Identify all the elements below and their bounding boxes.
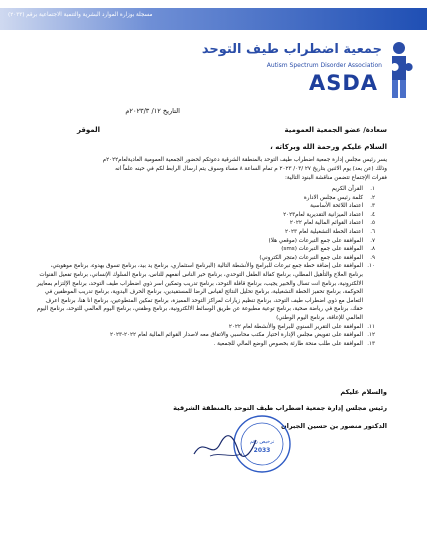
honorific: الموقر — [76, 126, 100, 134]
agenda-item — [35, 185, 375, 194]
association-logo — [201, 36, 422, 114]
agenda-list — [35, 185, 375, 348]
addressee: سعادة/ عضو الجمعية العمومية — [284, 126, 387, 134]
stamp-label: ترخيص رقم — [249, 439, 275, 445]
agenda-text: الموافقة على جمع التبرعات (متجر الكتروني) — [259, 254, 363, 261]
intro-line: وذلك (عن بعد) يوم الاثنين بتاريخ ٢٧ /٠٣/ ٢٠٢٣ م تمام الساعة ٨ مساء وسوف يتم ارسال الرابط لكم في حينه علماً انه — [115, 166, 387, 173]
agenda-item — [35, 331, 375, 340]
agenda-item — [35, 254, 375, 263]
intro-line: فقرات الإجتماع تتضمن مناقشة البنود التالية: — [284, 175, 387, 182]
agenda-item — [35, 323, 375, 332]
logo-name-english: Autism Spectrum Disorder Association — [266, 62, 382, 69]
agenda-text: كلمة رئيس مجلس الادارة — [303, 194, 363, 201]
header-ribbon — [0, 8, 427, 30]
intro-paragraph — [37, 156, 387, 184]
agenda-text: القرآن الكريم — [331, 186, 363, 192]
logo-acronym: ASDA — [308, 71, 378, 95]
agenda-number: ١٣. — [367, 340, 375, 347]
letter-date: التاريخ ١٢/ ٢٠٢٣/٣م — [125, 107, 180, 115]
agenda-number: ٣. — [370, 203, 375, 210]
agenda-number: ١٠. — [367, 263, 375, 270]
agenda-text: الموافقة على جمع التبرعات (sms) — [281, 246, 363, 253]
agenda-number: ٢. — [370, 194, 375, 201]
greeting: السلام عليكم ورحمة الله وبركاته ، — [270, 143, 387, 151]
agenda-text: الموافقة على جمع التبرعات (موقعي هلا) — [268, 237, 363, 244]
puzzle-figure-icon — [382, 40, 416, 100]
agenda-text: الموافقة على تفويض مجلس الإدارة اختيار مكتب محاسبي والاتفاق معه لاصدار القوائم المالية لعام ٢٠٢٢-٢٠٢٣ — [109, 332, 363, 339]
agenda-number: ١٢. — [367, 332, 375, 339]
agenda-item — [35, 228, 375, 237]
agenda-item — [35, 219, 375, 228]
stamp-number: 2033 — [253, 447, 271, 454]
agenda-number: ٤. — [370, 211, 375, 218]
agenda-item — [35, 340, 375, 349]
agenda-item — [35, 237, 375, 246]
agenda-text: الموافقة على طلب منحة طارئة بخصوص الوضع المالي للجمعية . — [213, 340, 363, 347]
signatory-name: الدكتور منصور بن حسين الجبران — [280, 422, 387, 430]
agenda-text: اعتماد القوائم المالية لعام ٢٠٢٢ — [289, 220, 363, 227]
agenda-item — [35, 262, 375, 322]
agenda-number: ٨. — [370, 246, 375, 253]
agenda-text: اعتماد الخطة التشغيلية لعام ٢٠٢٣ — [284, 228, 363, 235]
intro-line: يسر رئيس مجلس إدارة جمعية اضطراب طيف التوحد بالمنطقة الشرقية دعوتكم لحضور الجمعية العمومية العاديةلعام٢٠٢٢م — [102, 157, 387, 163]
handwritten-signature — [190, 430, 260, 464]
agenda-item — [35, 211, 375, 220]
agenda-number: ١١. — [367, 323, 375, 330]
agenda-number: ٥. — [370, 220, 375, 227]
agenda-item — [35, 245, 375, 254]
agenda-number: ١. — [370, 186, 375, 192]
agenda-text: اعتماد الميزانية التقديرية لعام٢٠٢٣ — [283, 211, 363, 218]
agenda-item — [35, 202, 375, 211]
agenda-text: الموافقة على إضافة خطة جمع تبرعات للبرامج والأنشطة التالية (البرنامج استثماري، برنامج يد بيد، برنامج تسوق بهدوء، برنامج موهوبتي، برنامج العلاج والتأهيل المطلي، برنامج كفالة الطفل التوحدي، برنامج خير الناس أنفعهم للناس، برنامج السلوك الإنساني، برنامج تفعيل القنوات الالكترونية، برنامج انت تسال والخبير يجيب، برنامج قافلة التوحد، برنامج تدريب وتمكين اسر ذوي اضطراب طيف التوحد، برنامج الإلتزام بمعايير الحوكمة، برنامج تحفيز الخطة التشغيلية، برنامج تحليل النتائج لقياس الرضا للمستفيدين، برنامج الحرف اليدوية، برنامج تدريب الموظفين في التعامل مع ذوي اضطراب طيف التوحد، برنامج تنظيم زيارات لمراكز التوحد المميزة، برنامج تمكين المتطوعين، برنامج انا هنا، برنامج اعرف حقك، برنامج في رياضة صحية، برنامج توعية مطبوعة عن طريق الوسائط الالكترونية، برنامج وظفني، برنامج اليوم العالمي للتوحد، برنامج اليوم العالمي للإعاقة، برنامج اليوم الوطني) — [36, 263, 363, 321]
registration-text: مسجلة بوزارة الموارد البشرية والتنمية الاجتماعية برقم (٢٠٣٣) — [8, 12, 153, 18]
agenda-number: ٩. — [370, 254, 375, 261]
agenda-number: ٦. — [370, 228, 375, 235]
closing-salutation: والسلام عليكم — [340, 388, 387, 396]
agenda-item — [35, 194, 375, 203]
agenda-number: ٧. — [370, 237, 375, 244]
agenda-text: اعتماد اللائحة الأساسية — [310, 203, 363, 210]
signatory-title: رئيس مجلس إدارة جمعية اضطراب طيف التوحد بالمنطقة الشرقية — [173, 404, 387, 412]
agenda-text: الموافقة على التقرير السنوي للبرامج والأنشطة لعام ٢٠٢٢ — [228, 323, 363, 330]
logo-name-arabic: جمعية اضطراب طيف التوحد — [201, 42, 382, 57]
